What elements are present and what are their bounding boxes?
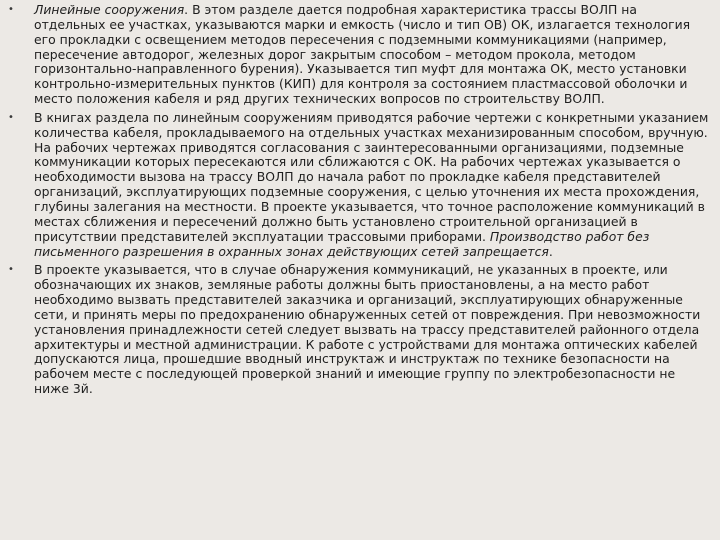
paragraph-end: . — [548, 243, 553, 259]
list-item — [8, 3, 712, 107]
bullet-icon: • — [8, 4, 14, 15]
list-item — [8, 263, 712, 397]
paragraph-body: В книгах раздела по линейным сооружениям приводятся рабочие чертежи с конкретными указанием количества кабеля, прокладываемого на отдельных участках механизированным способом, вручную. На рабочих чертежах приводятся согласования с заинтересованными организациями, подземные коммуникации которых пересекаются или сближаются с ОК. На рабочих чертежах указывается о необходимости вызова на трассу ВОЛП до начала работ по прокладке кабеля представителей организаций, эксплуатирующих подземные сооружения, с целью уточнения их места прохождения, глубины залегания на местности. В проекте указывается, что точное расположение коммуникаций в местах сближения и пересечений должно быть установлено строительной организацией в присутствии представителей эксплуатации трассовыми приборами. — [34, 109, 709, 244]
paragraph-emphasis: Производство работ без письменного разрешения в охранных зонах действующих сетей запрещается — [34, 228, 650, 259]
list-item — [8, 111, 712, 259]
paragraph-body: В этом разделе дается подробная характеристика трассы ВОЛП на отдельных ее участках, указываются марки и емкость (число и тип ОВ) ОК, излагается технология его прокладки с освещением методов пересечения с подземными коммуникациями (например, пересечение автодорог, железных дорог закрытым способом – методом прокола, методом горизонтально-направленного бурения). Указывается тип муфт для монтажа ОК, место установки контрольно-измерительных пунктов (КИП) для контроля за состоянием пластмассовой оболочки и место положения кабеля и ряд других технических вопросов по строительству ВОЛП. — [34, 2, 691, 107]
paragraph-lead-separator: . — [184, 2, 193, 17]
bullet-list — [8, 3, 712, 397]
paragraph-lead: Линейные сооружения — [34, 2, 185, 17]
paragraph-body: В проекте указывается, что в случае обнаружения коммуникаций, не указанных в проекте, или обозначающих их знаков, земляные работы должны быть приостановлены, а на место работ необходимо вызвать представителей заказчика и организаций, эксплуатирующих обнаруженные сети, и принять меры по предохранению обнаруженных сетей от повреждения. При невозможности установления принадлежности сетей следует вызвать на трассу представителей районного отдела архитектуры и местной администрации. К работе с устройствами для монтажа оптических кабелей допускаются лица, прошедшие вводный инструктаж и инструктаж по технике безопасности на рабочем месте с последующей проверкой знаний и имеющие группу по электробезопасности не ниже 3й. — [34, 262, 701, 397]
bullet-icon: • — [8, 264, 14, 276]
bullet-icon: • — [8, 111, 14, 123]
